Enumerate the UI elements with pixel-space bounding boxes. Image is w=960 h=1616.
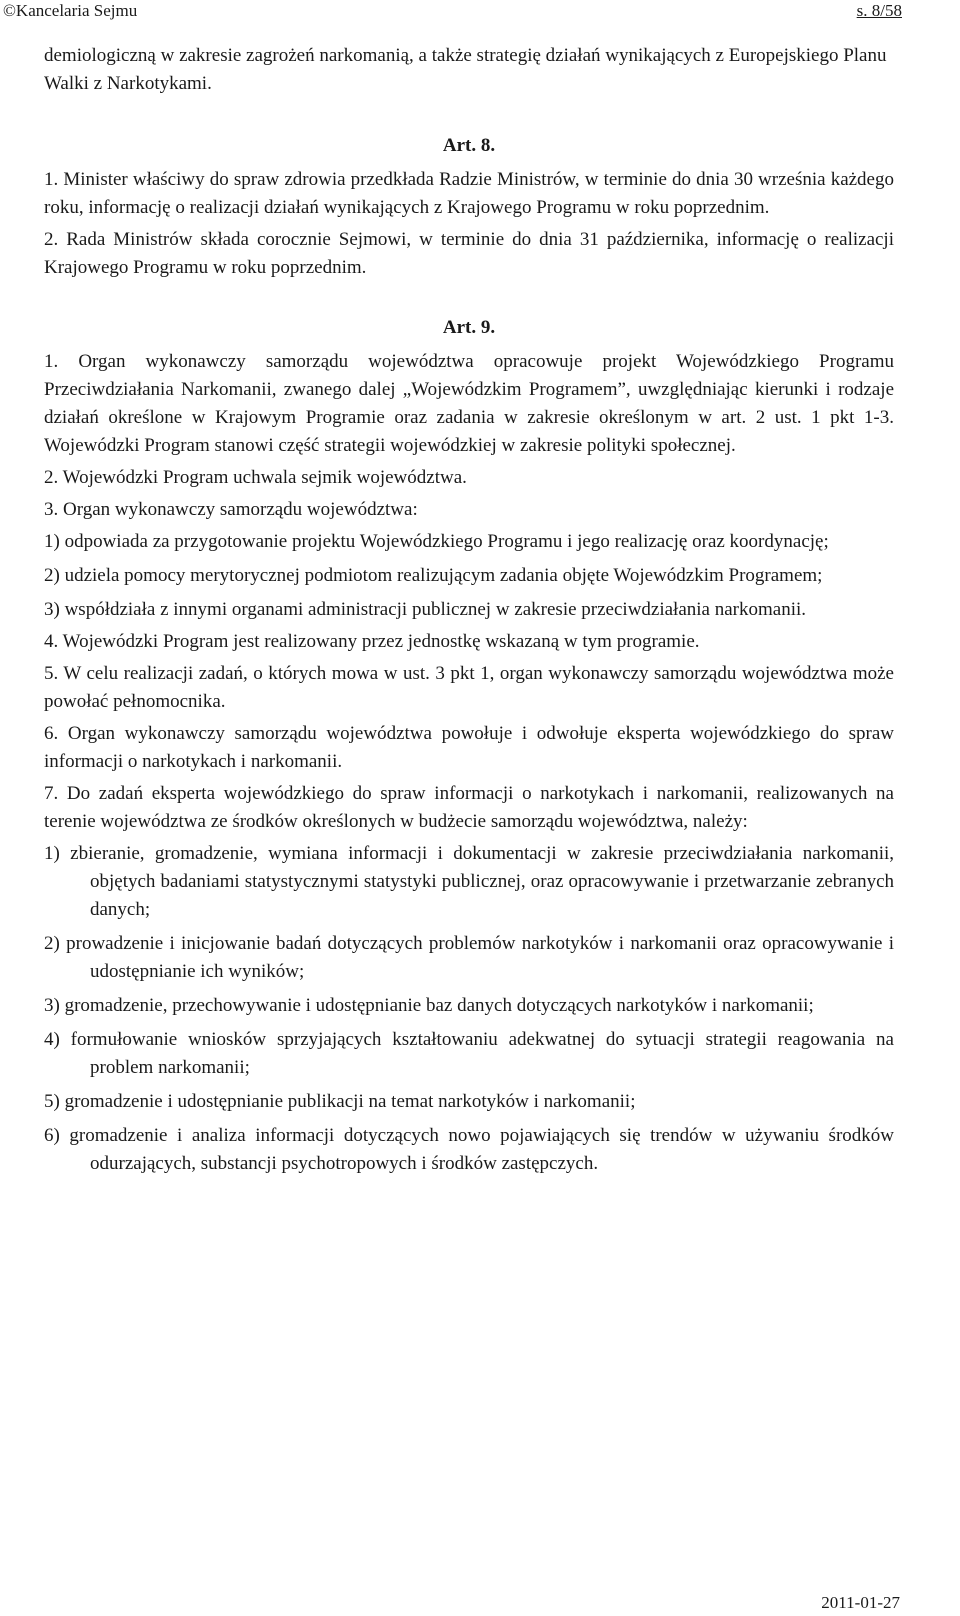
paragraph: 3. Organ wykonawczy samorządu województwa: bbox=[44, 499, 418, 520]
header-page-number bbox=[857, 0, 902, 22]
paragraph: 7. Do zadań eksperta wojewódzkiego do spraw informacji o narkotykach i narkomanii, realizowanych na terenie województwa ze środków określonych w budżecie samorządu województwa, należy: bbox=[44, 783, 894, 832]
paragraph: 2. Wojewódzki Program uchwala sejmik województwa. bbox=[44, 467, 467, 488]
paragraph: 4. Wojewódzki Program jest realizowany przez jednostkę wskazaną w tym programie. bbox=[44, 631, 700, 652]
list-item: 2) udziela pomocy merytorycznej podmiotom realizującym zadania objęte Wojewódzkim Programem; bbox=[44, 565, 823, 586]
list-item: 1) zbieranie, gromadzenie, wymiana informacji i dokumentacji w zakresie przeciwdziałania narkomanii, objętych badaniami statystycznymi statystyki publicznej, oraz opracowywanie i przetwarzanie zebranych danych; bbox=[44, 843, 894, 920]
header-copyright: ©Kancelaria Sejmu bbox=[3, 1, 138, 20]
list-item: 1) odpowiada za przygotowanie projektu Wojewódzkiego Programu i jego realizację oraz koordynację; bbox=[44, 531, 829, 552]
list-item: 2) prowadzenie i inicjowanie badań dotyczących problemów narkotyków i narkomanii oraz opracowywanie i udostępnianie ich wyników; bbox=[44, 933, 894, 982]
list-item: 4) formułowanie wniosków sprzyjających kształtowaniu adekwatnej do sytuacji strategii reagowania na problem narkomanii; bbox=[44, 1029, 894, 1078]
article-heading: Art. 8. bbox=[442, 135, 496, 156]
list-item: 5) gromadzenie i udostępnianie publikacji na temat narkotyków i narkomanii; bbox=[44, 1091, 636, 1112]
list-item: 3) współdziała z innymi organami administracji publicznej w zakresie przeciwdziałania narkomanii. bbox=[44, 599, 807, 620]
list-item: 3) gromadzenie, przechowywanie i udostępnianie baz danych dotyczących narkotyków i narkomanii; bbox=[44, 995, 814, 1016]
article-heading: Art. 9. bbox=[442, 317, 496, 338]
document-body bbox=[44, 42, 894, 1178]
paragraph: 1. Minister właściwy do spraw zdrowia przedkłada Radzie Ministrów, w terminie do dnia 30 września każdego roku, informację o realizacji działań wynikających z Krajowego Programu w roku poprzednim. bbox=[44, 169, 894, 218]
list-item: 6) gromadzenie i analiza informacji dotyczących nowo pojawiających się trendów w używaniu środków odurzających, substancji psychotropowych i środków zastępczych. bbox=[44, 1125, 894, 1174]
paragraph: 2. Rada Ministrów składa corocznie Sejmowi, w terminie do dnia 31 października, informację o realizacji Krajowego Programu w roku poprzednim. bbox=[44, 229, 894, 278]
footer-date: 2011-01-27 bbox=[821, 1593, 900, 1612]
paragraph: 6. Organ wykonawczy samorządu województwa powołuje i odwołuje eksperta wojewódzkiego do spraw informacji o narkotykach i narkomanii. bbox=[44, 723, 894, 772]
page-number-link[interactable]: s. 8/58 bbox=[856, 1, 902, 20]
paragraph: 5. W celu realizacji zadań, o których mowa w ust. 3 pkt 1, organ wykonawczy samorządu województwa może powołać pełnomocnika. bbox=[44, 663, 894, 712]
continuation-paragraph: demiologiczną w zakresie zagrożeń narkomanią, a także strategię działań wynikających z Europejskiego Planu Walki z Narkotykami. bbox=[44, 45, 887, 94]
paragraph: 1. Organ wykonawczy samorządu województwa opracowuje projekt Wojewódzkiego Programu Przeciwdziałania Narkomanii, zwanego dalej „Wojewódzkim Programem”, uwzględniając kierunki i rodzaje działań określone w Krajowym Programie oraz zadania w zakresie określonym w art. 2 ust. 1 pkt 1-3. Wojewódzki Program stanowi część strategii wojewódzkiej w zakresie polityki społecznej. bbox=[44, 351, 894, 456]
